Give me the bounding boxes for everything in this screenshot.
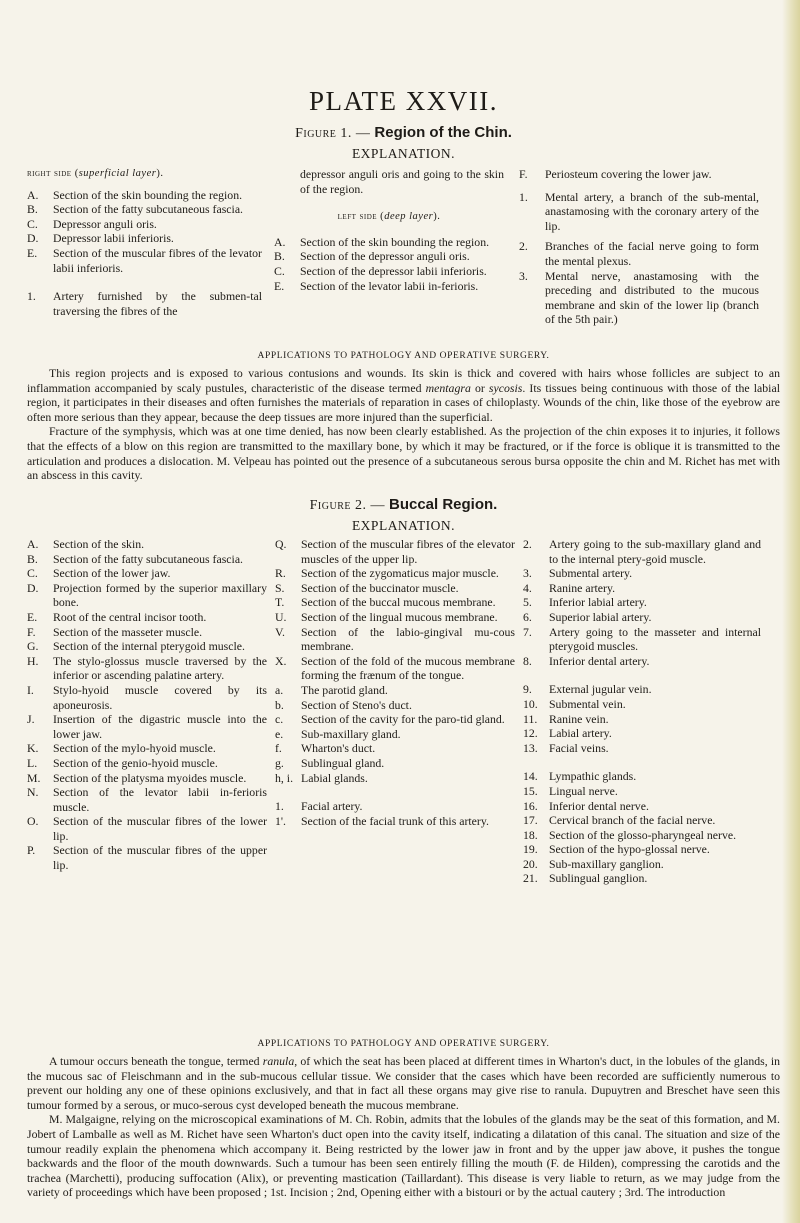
list-item: 20. Sub-maxillary ganglion. bbox=[523, 856, 664, 871]
list-item: T. Section of the buccal mucous membrane. bbox=[275, 595, 496, 610]
page-edge bbox=[782, 0, 800, 1223]
list-item: B. Section of the depressor anguli oris. bbox=[274, 249, 470, 264]
list-item: b. Section of Steno's duct. bbox=[275, 697, 412, 712]
list-item: h, i. Labial glands. bbox=[275, 770, 368, 785]
paragraph: A tumour occurs beneath the tongue, termed ranula, of which the seat has been placed at different times in Wharton's duct, in the lobules of the glands, in the mucous sac of Fleischmann and in the sub-mucous cellular tissue. We consider that the cases which have been recorded are sufficiently numerous to prevent our holding any one of these opinions exclusively, and that in fact all these organs may give rise to ranula. Dupuytren and Breschet have seen this tumour formed by a serous, or muco-serous cyst developed beneath the mucous membrane. bbox=[27, 1054, 781, 1112]
list-item: L. Section of the genio-hyoid muscle. bbox=[27, 755, 218, 770]
list-item: E. Root of the central incisor tooth. bbox=[27, 609, 207, 624]
list-item: 8. Inferior dental artery. bbox=[523, 653, 650, 668]
list-item: 17. Cervical branch of the facial nerve. bbox=[523, 813, 716, 828]
list-item: B. Section of the fatty subcutaneous fascia. bbox=[27, 202, 244, 217]
list-item: V. Section of the labio-gingival mu-cous membrane. bbox=[275, 624, 515, 654]
list-item: 6. Superior labial artery. bbox=[523, 609, 652, 624]
list-item: 15. Lingual nerve. bbox=[523, 783, 618, 798]
list-item: I. Stylo-hyoid muscle covered by its aponeurosis. bbox=[27, 682, 267, 712]
list-item: 10. Submental vein. bbox=[523, 696, 626, 711]
list-item: X. Section of the fold of the mucous membrane forming the frænum of the tongue. bbox=[275, 653, 515, 683]
list-item: 11. Ranine vein. bbox=[523, 711, 609, 726]
figure-2-column-2 bbox=[275, 537, 515, 828]
list-item: U. Section of the lingual mucous membrane. bbox=[275, 609, 498, 624]
left-side-heading: left side (deep layer). bbox=[337, 211, 441, 223]
list-item: E. Section of the muscular fibres of the levator labii inferioris. bbox=[27, 245, 262, 275]
list-item: N. Section of the levator labii in-ferioris muscle. bbox=[27, 785, 267, 814]
list-item: 4. Ranine artery. bbox=[523, 580, 616, 595]
list-item: 7. Artery going to the masseter and internal pterygoid muscles. bbox=[523, 624, 761, 654]
list-item: O. Section of the muscular fibres of the lower lip. bbox=[27, 814, 267, 843]
list-item: F. Periosteum covering the lower jaw. bbox=[519, 167, 712, 181]
list-item: B. Section of the fatty subcutaneous fascia. bbox=[27, 551, 244, 566]
list-item: K. Section of the mylo-hyoid muscle. bbox=[27, 741, 216, 756]
list-item: C. Depressor anguli oris. bbox=[27, 216, 157, 231]
book-page bbox=[27, 0, 780, 1223]
list-item: 16. Inferior dental nerve. bbox=[523, 798, 649, 813]
list-item: D. Projection formed by the superior maxillary bone. bbox=[27, 580, 267, 610]
list-item: 9. External jugular vein. bbox=[523, 682, 652, 697]
list-item: C. Section of the depressor labii inferioris. bbox=[274, 263, 487, 278]
figure-2-name: Buccal Region. bbox=[388, 496, 498, 513]
figure-2-title bbox=[27, 496, 780, 514]
list-item: G. Section of the internal pterygoid muscle. bbox=[27, 639, 245, 654]
list-item: 14. Lympathic glands. bbox=[523, 769, 637, 784]
list-item: A. Section of the skin bounding the region. bbox=[27, 187, 243, 202]
list-item: 1'. Section of the facial trunk of this artery. bbox=[275, 813, 489, 828]
list-item: E. Section of the levator labii in-ferioris. bbox=[274, 278, 479, 293]
list-item: M. Section of the platysma myoides muscle. bbox=[27, 770, 247, 785]
list-item: 19. Section of the hypo-glossal nerve. bbox=[523, 842, 710, 857]
paragraph: This region projects and is exposed to various contusions and wounds. Its skin is thick and covered with hairs whose follicles are subject to an inflammation accompanied by scaly pustules, characteristic of the disease termed mentagra or sycosis. Its tissues being continuous with those of the labial region, it participates in their diseases and often furnishes the materials of reparation in cases of chiloplasty. Wounds of the chin, like those of the eyebrow are often more serious than they appear, because the deep tissues are more injured than the superficial. bbox=[27, 366, 780, 424]
list-item: 2. Branches of the facial nerve going to form the mental plexus. bbox=[519, 239, 759, 268]
figure-2-explanation-heading: EXPLANATION. bbox=[351, 518, 456, 533]
list-item: 1. Mental artery, a branch of the sub-mental, anastamosing with the coronary artery of the lip. bbox=[519, 189, 759, 233]
list-item: 13. Facial veins. bbox=[523, 740, 609, 755]
list-item: 12. Labial artery. bbox=[523, 726, 612, 741]
list-item: 1. Facial artery. bbox=[275, 799, 363, 814]
list-item: 1. Artery furnished by the submen-tal traversing the fibres of the bbox=[27, 289, 262, 318]
list-item: F. Section of the masseter muscle. bbox=[27, 624, 203, 639]
list-item: A. Section of the skin. bbox=[27, 537, 145, 551]
list-item: e. Sub-maxillary gland. bbox=[275, 726, 401, 741]
list-item: J. Insertion of the digastric muscle into the lower jaw. bbox=[27, 712, 267, 741]
figure-1-applications-text bbox=[27, 366, 780, 483]
list-item: Q. Section of the muscular fibres of the elevator muscles of the upper lip. bbox=[275, 537, 515, 566]
continuation-text: depressor anguli oris and going to the skin of the region. bbox=[300, 167, 504, 196]
figure-2-column-1 bbox=[27, 537, 267, 873]
list-item: 3. Submental artery. bbox=[523, 566, 633, 581]
right-side-heading: right side (superficial layer). bbox=[27, 168, 164, 179]
plate-title: PLATE XXVII. bbox=[309, 86, 498, 116]
paragraph: Fracture of the symphysis, which was at one time denied, has now been clearly established. As the projection of the chin exposes it to injuries, it follows that the effects of a blow on this region are transmitted to the maxillary bone, by which it may be fractured, or if the force is oblique it is transmitted to the articulation and produces a dislocation. M. Velpeau has pointed out the presence of a subcutaneous serous bursa opposite the chin and M. Richet has met with an abscess in this cavity. bbox=[27, 424, 780, 483]
figure-1-column-1 bbox=[27, 167, 262, 318]
figure-1-title bbox=[27, 124, 780, 142]
list-item: g. Sublingual gland. bbox=[275, 755, 385, 770]
list-item: 21. Sublingual ganglion. bbox=[523, 871, 648, 886]
list-item: c. Section of the cavity for the paro-tid gland. bbox=[275, 712, 505, 727]
figure-1-explanation-heading: EXPLANATION. bbox=[351, 146, 456, 161]
list-item: C. Section of the lower jaw. bbox=[27, 566, 171, 581]
figure-1-column-2 bbox=[274, 167, 504, 293]
figure-1-column-3 bbox=[519, 167, 759, 327]
list-item: S. Section of the buccinator muscle. bbox=[275, 580, 459, 595]
list-item: 18. Section of the glosso-pharyngeal nerve. bbox=[523, 827, 737, 842]
figure-1-name: Region of the Chin. bbox=[374, 124, 512, 141]
list-item: R. Section of the zygomaticus major muscle. bbox=[275, 566, 499, 581]
figure-1-label: Figure 1. — bbox=[295, 126, 375, 141]
figure-2-column-3 bbox=[523, 537, 761, 886]
list-item: H. The stylo-glossus muscle traversed by the inferior or ascending palatine artery. bbox=[27, 653, 267, 683]
figure-2-label: Figure 2. — bbox=[309, 498, 389, 513]
list-item: 2. Artery going to the sub-maxillary gland and to the internal ptery-goid muscle. bbox=[523, 537, 761, 566]
list-item: f. Wharton's duct. bbox=[275, 741, 376, 756]
figure-2-applications-text bbox=[27, 1054, 780, 1200]
list-item: a. The parotid gland. bbox=[275, 682, 388, 697]
list-item: D. Depressor labii inferioris. bbox=[27, 231, 174, 246]
figure-2-applications-heading: APPLICATIONS TO PATHOLOGY AND OPERATIVE SURGERY. bbox=[257, 1039, 550, 1049]
list-item: 5. Inferior labial artery. bbox=[523, 595, 647, 610]
paragraph: M. Malgaigne, relying on the microscopical examinations of M. Ch. Robin, admits that the lobules of the glands may be the seat of this formation, and M. Jobert of Lamballe as well as M. Richet have seen Wharton's duct open into the cavity itself, indicating a dilatation of this canal. The situation and size of the tumour readily explain the phenomena which accompany it. Being restricted by the lower jaw in front and by the upper jaw above, it pushes the tongue backwards and the floor of the mouth downwards. Such a tumour has been seen entirely filling the mouth (F. de Hilden), compressing the carotids and the trachea (Marchetti), producing suffocation (Alix), or preventing mastication (Taillardant). This disease is very liable to return, as we may judge from the variety of proceedings which have been proposed ; 1st. Incision ; 2nd, Opening either with a bistouri or by the actual cautery ; 3rd. The introduction bbox=[27, 1112, 780, 1200]
figure-1-applications-heading: APPLICATIONS TO PATHOLOGY AND OPERATIVE SURGERY. bbox=[257, 351, 550, 361]
list-item: P. Section of the muscular fibres of the upper lip. bbox=[27, 843, 267, 873]
list-item: A. Section of the skin bounding the region. bbox=[274, 234, 490, 249]
list-item: 3. Mental nerve, anastamosing with the preceding and distributed to the mucous membrane and skin of the lower lip (branch of the 5th pair.) bbox=[519, 268, 759, 327]
